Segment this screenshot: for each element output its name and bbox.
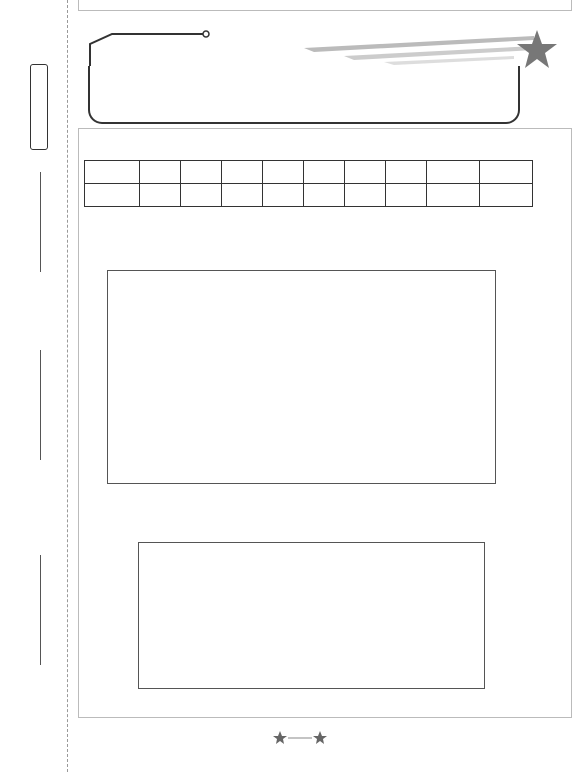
score-header-cell	[427, 161, 480, 184]
score-header-cell	[304, 161, 345, 184]
score-header-cell	[140, 161, 181, 184]
score-cell[interactable]	[263, 184, 304, 207]
grade-tag	[30, 64, 48, 150]
score-header-cell	[222, 161, 263, 184]
score-header-cell	[85, 161, 140, 184]
score-header-cell	[480, 161, 533, 184]
score-header-cell	[345, 161, 386, 184]
star-icon	[515, 28, 559, 72]
binding-dashed-line	[67, 0, 68, 772]
top-frame	[78, 0, 572, 11]
score-header-cell	[386, 161, 427, 184]
score-row-label	[85, 184, 140, 207]
score-header-row	[85, 161, 533, 184]
circle-box	[138, 542, 485, 689]
score-cell[interactable]	[427, 184, 480, 207]
number-chain	[130, 350, 470, 390]
score-header-cell	[263, 161, 304, 184]
score-cell[interactable]	[181, 184, 222, 207]
score-cell[interactable]	[386, 184, 427, 207]
score-cell[interactable]	[222, 184, 263, 207]
title-banner	[88, 66, 520, 124]
score-cell[interactable]	[304, 184, 345, 207]
score-input-row	[85, 184, 533, 207]
class-line[interactable]	[40, 555, 41, 665]
score-cell[interactable]	[345, 184, 386, 207]
score-cell[interactable]	[480, 184, 533, 207]
score-cell[interactable]	[140, 184, 181, 207]
name-line[interactable]	[40, 350, 41, 460]
score-header-cell	[181, 161, 222, 184]
score-table	[84, 160, 533, 207]
footer-stars	[272, 730, 328, 744]
student-id-line[interactable]	[40, 172, 41, 272]
